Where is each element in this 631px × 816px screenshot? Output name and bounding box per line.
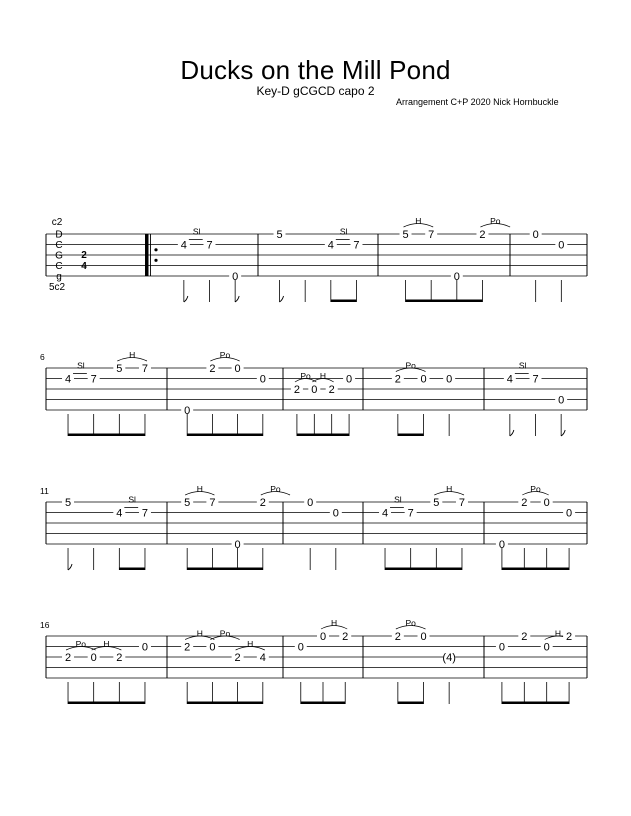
fret-number: 2 <box>521 497 528 509</box>
fret-number: 0 <box>558 394 565 407</box>
fret-number: 7 <box>353 239 360 252</box>
fret-number: 2 <box>116 652 123 664</box>
fret-number: 7 <box>90 373 97 386</box>
fret-number: 7 <box>209 497 216 509</box>
note-beam <box>187 434 263 437</box>
fret-number: 2 <box>566 631 573 643</box>
fret-number: 7 <box>428 229 435 241</box>
time-signature-bottom: 4 <box>81 261 87 272</box>
measure-number: 16 <box>40 620 50 630</box>
fret-number: 7 <box>407 507 414 520</box>
note-flag <box>184 296 188 302</box>
note-beam <box>301 702 345 705</box>
note-beam <box>119 568 145 571</box>
fret-number: 2 <box>234 652 241 664</box>
fret-number: 4 <box>180 239 187 252</box>
fret-number: 0 <box>558 239 565 252</box>
fret-number: 0 <box>319 631 327 643</box>
string-name-label: D <box>55 229 63 241</box>
fret-number: 0 <box>543 641 550 654</box>
fret-number: 0 <box>346 373 353 386</box>
fret-number: 2 <box>394 631 401 643</box>
technique-label: Sl <box>394 494 402 505</box>
fret-number: 0 <box>209 641 216 654</box>
fret-number: 0 <box>232 271 239 283</box>
fret-number: 5 <box>116 363 123 375</box>
repeat-dot <box>154 259 157 262</box>
note-beam <box>502 568 569 571</box>
technique-label: Po <box>300 371 311 381</box>
technique-label: H <box>415 216 422 226</box>
fret-number: 5 <box>276 229 283 241</box>
technique-label: Sl <box>77 360 85 371</box>
technique-label: H <box>331 618 338 628</box>
technique-label: H <box>554 628 561 639</box>
technique-label: Sl <box>192 226 201 237</box>
fret-number: 7 <box>532 373 539 386</box>
fret-number: 2 <box>521 631 528 643</box>
measure-number: 6 <box>40 352 45 362</box>
string-name-label: C <box>55 240 63 251</box>
note-beam <box>385 568 462 571</box>
fret-number: 0 <box>141 641 149 654</box>
fret-number: 0 <box>543 497 550 509</box>
tab-system <box>46 234 587 276</box>
fret-number: 7 <box>141 507 149 520</box>
note-beam <box>398 434 424 437</box>
technique-label: Po <box>75 639 87 649</box>
fret-number: 0 <box>297 641 304 654</box>
fret-number: 2 <box>259 497 266 509</box>
repeat-dot <box>154 248 157 251</box>
note-flag <box>68 564 72 570</box>
string-name-label: G <box>55 250 63 262</box>
page-subtitle: Key-D gCGCD capo 2 <box>256 84 375 98</box>
fret-number: 2 <box>64 652 72 664</box>
fret-number: 0 <box>234 363 241 375</box>
fret-number: 2 <box>328 384 335 396</box>
fret-number: 5 <box>433 497 440 509</box>
fret-number: 5 <box>64 497 72 509</box>
technique-label: Po <box>490 216 501 226</box>
fret-number: 0 <box>532 229 539 241</box>
fret-number: 7 <box>458 497 466 509</box>
technique-label: H <box>247 639 254 649</box>
fret-number: 0 <box>498 641 505 654</box>
fret-number: 5 <box>184 497 191 509</box>
fret-number: 0 <box>311 384 318 396</box>
fret-number: 4 <box>64 373 72 386</box>
technique-label: Po <box>530 484 541 494</box>
technique-label: H <box>319 371 327 381</box>
note-flag <box>561 430 565 436</box>
tab-system <box>46 502 587 544</box>
fret-number: 0 <box>307 497 314 509</box>
string-name-label: C <box>55 261 63 272</box>
capo-label: c2 <box>51 217 63 228</box>
note-beam <box>331 300 357 303</box>
fret-number: 4 <box>506 373 513 386</box>
technique-label: H <box>103 639 110 649</box>
fret-number: 2 <box>342 631 349 643</box>
measure-number: 11 <box>40 486 49 496</box>
technique-label: H <box>196 628 203 639</box>
note-beam <box>68 702 145 705</box>
fret-number: (4) <box>442 652 456 664</box>
note-beam <box>502 702 569 705</box>
technique-label: Po <box>270 484 281 494</box>
fret-number: 5 <box>402 229 409 241</box>
technique-label: Po <box>219 628 231 639</box>
fret-number: 0 <box>498 539 505 551</box>
fret-number: 0 <box>453 271 460 283</box>
note-flag <box>235 296 239 302</box>
fret-number: 7 <box>206 239 213 252</box>
fret-number: 4 <box>381 507 389 520</box>
arranger-credit: Arrangement C+P 2020 Nick Hornbuckle <box>396 97 559 107</box>
technique-label: Sl <box>339 226 348 237</box>
fret-number: 0 <box>420 631 427 643</box>
fret-number: 2 <box>209 363 216 375</box>
fret-number: 2 <box>479 229 486 241</box>
technique-label: H <box>196 484 203 494</box>
note-beam <box>398 702 424 705</box>
string-name-label: g <box>56 271 62 283</box>
repeat-barline-thick <box>145 234 149 276</box>
note-beam <box>68 434 145 437</box>
fret-number: 2 <box>394 373 401 386</box>
fret-number: 0 <box>446 373 453 386</box>
technique-label: H <box>446 484 453 494</box>
fret-number: 4 <box>116 507 123 520</box>
technique-label: Po <box>405 360 416 371</box>
fret-number: 2 <box>184 641 191 654</box>
note-flag <box>510 430 514 436</box>
note-flag <box>280 296 284 302</box>
fret-number: 4 <box>327 239 334 252</box>
fret-number: 0 <box>184 405 191 417</box>
note-beam <box>187 568 263 571</box>
technique-label: Sl <box>128 494 136 505</box>
fret-number: 7 <box>141 363 149 375</box>
time-signature-top: 2 <box>81 250 87 261</box>
fret-number: 0 <box>420 373 427 386</box>
fret-number: 0 <box>332 507 339 520</box>
technique-label: Po <box>405 618 416 628</box>
technique-label: Sl <box>518 360 527 371</box>
note-beam <box>297 434 349 437</box>
fret-number: 0 <box>259 373 266 386</box>
technique-label: Po <box>219 350 231 360</box>
fret-number: 2 <box>293 384 300 396</box>
note-beam <box>406 300 483 303</box>
note-beam <box>187 702 263 705</box>
technique-label: H <box>129 350 136 360</box>
fret-number: 0 <box>566 507 573 520</box>
fret-number: 0 <box>90 652 97 664</box>
fret-number: 4 <box>259 652 266 664</box>
fifth-string-capo-label: 5c2 <box>48 282 66 293</box>
page-title: Ducks on the Mill Pond <box>180 55 451 85</box>
fret-number: 0 <box>234 539 241 551</box>
